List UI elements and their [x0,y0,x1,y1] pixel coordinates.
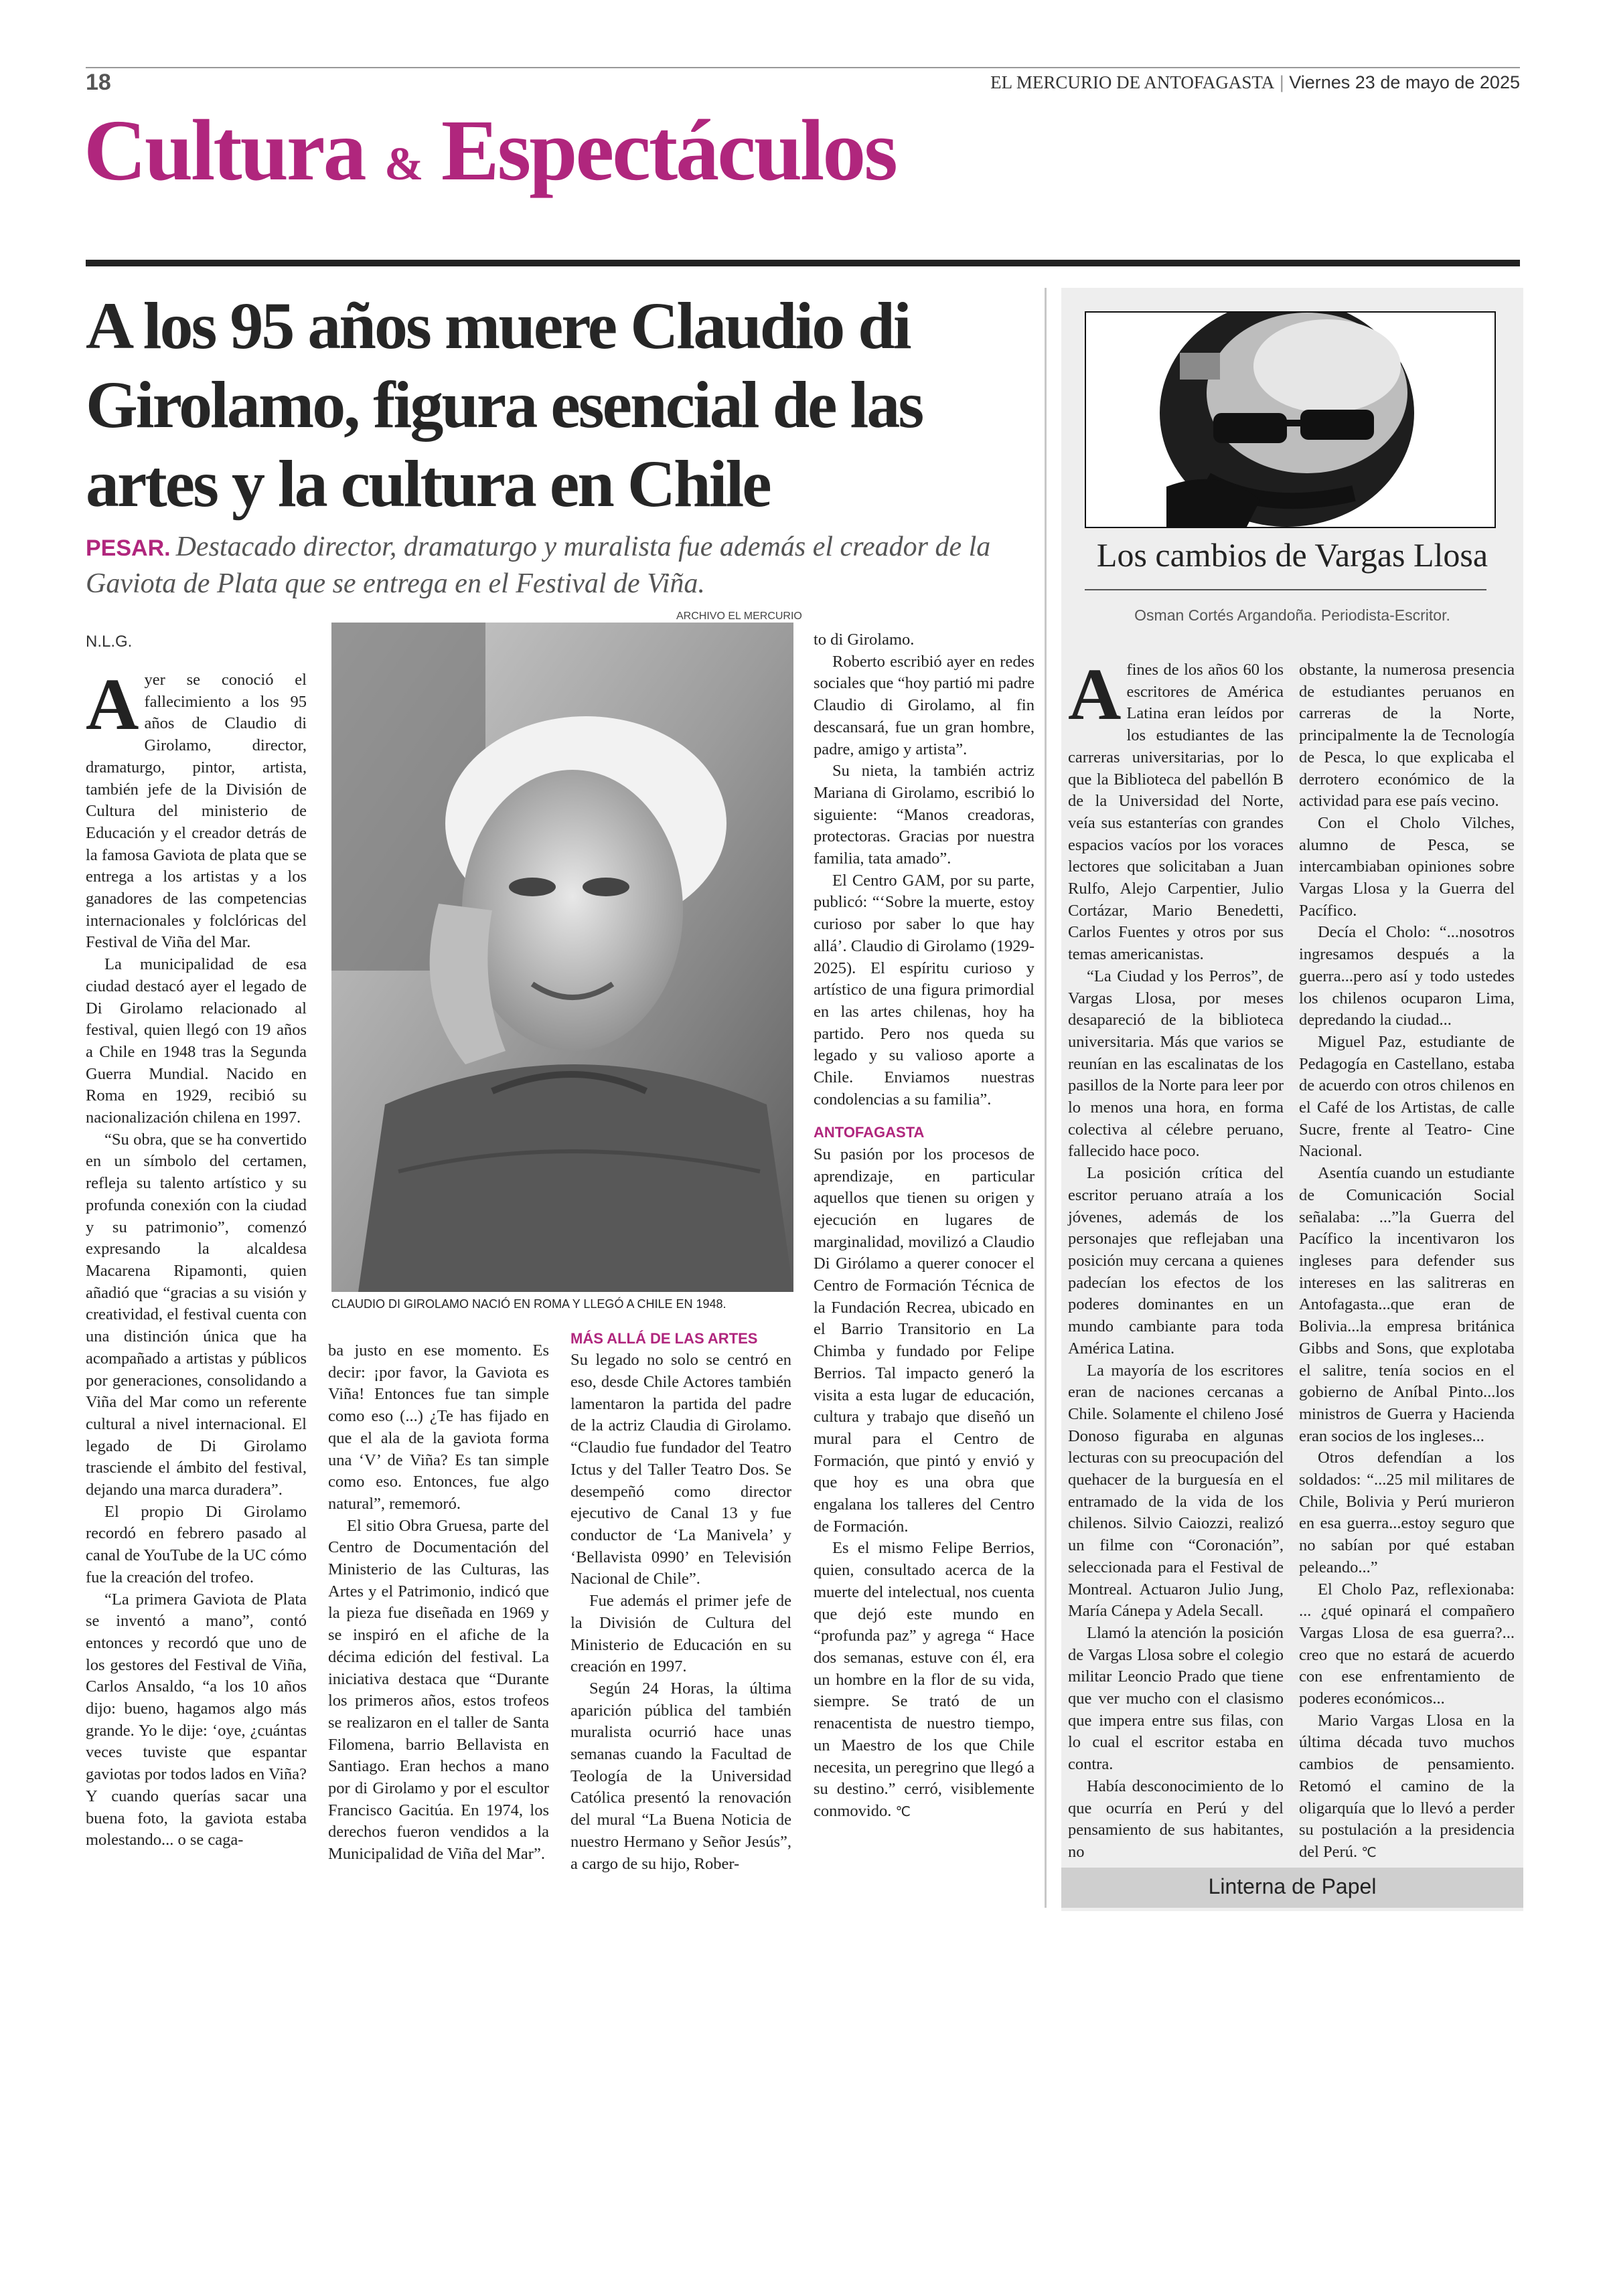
paragraph: Roberto escribió ayer en redes sociales que “hoy partió mi padre Claudio di Girolamo, al fin descansará, fue un gran hombre, padre, amigo y artista”. [814,652,1035,758]
paragraph-text: Mario Vargas Llosa en la última década tuvo muchos cambios de pensamiento. Retomó el camino de la oligarquía que lo llevó a perder su postulación a la presidencia del Perú. [1299,1711,1515,1861]
subsection-title: MÁS ALLÁ DE LAS ARTES [570,1330,758,1347]
section-name-1: Cultura [84,102,365,199]
section-rule [86,260,1520,266]
paragraph: El Centro GAM, por su parte, publicó: “‘Sobre la muerte, estoy curioso por saber lo que hay allá’. Claudio di Girolamo (1929-2025). El espíritu curioso y artístico de una figura primordial en las artes chilenas, hoy ha partido. Pero nos queda su legado y su valioso aporte a Chile. Enviamos nuestras condolencias a su familia”. [814,871,1035,1109]
issue-date: Viernes 23 de mayo de 2025 [1289,72,1520,92]
end-mark-icon: ℃ [895,1803,911,1819]
columnist-illustration [1085,311,1496,528]
header-rule [86,67,1520,68]
paragraph: La posición crítica del escritor peruano atraía a los jóvenes, además de los personajes que reflejaban una posición muy cercana a quienes padecían los efectos de los poderes dominantes en un mundo cambiante para toda América Latina. [1068,1164,1284,1358]
paragraph-text: Es el mismo Felipe Berrios, quien, consultado acerca de la muerte del intelectual, nos cuenta que dejó este mundo en “profunda paz” y agrega “ Hace dos semanas, estuve con él, era un hombre en la flor de su vida, siempre. Se trató de un renacentista de nuestro tiempo, un Maestro de los que Chile necesita, un peregrino que llegó a su destino.” cerró, visiblemente conmovido. [814,1539,1035,1820]
section-name-2: Espectáculos [441,102,896,199]
paragraph: La mayoría de los escritores eran de naciones cercanas a Chile. Solamente el chileno José Donoso figuraba en algunas lecturas con su preocupación del quehacer de la burguesía en el entramado de la vida de los chilenos. Silvio Caiozzi, realizó un filme con “Coronación”, seleccionada para el Festival de Montreal. Actuaron Julio Jung, María Cánepa y Adela Secall. [1068,1361,1284,1621]
paragraph: Su nieta, la también actriz Mariana di Girolamo, escribió lo siguiente: “Manos creadoras, protectoras. Gracias por nuestra familia, tata amado”. [814,762,1035,868]
paragraph: Su legado no solo se centró en eso, desde Chile Actores también lamentaron la partida del padre de la actriz Claudia di Girolamo. “Claudio fue fundador del Teatro Ictus y del Taller Teatro Dos. Se desempeñó como director ejecutivo de Canal 13 y fue conductor de ‘La Manivela’ y ‘Bellavista 0990’ en Televisión Nacional de Chile”. [570,1351,791,1588]
opinion-author: Osman Cortés Argandoña. Periodista-Escritor. [1134,606,1450,624]
article-kicker: PESAR. [86,536,171,561]
paragraph: fines de los años 60 los escritores de América Latina eran leídos por los estudiantes de las carreras universitarias, por lo que la Biblioteca del pabellón B de la Universidad del Norte, veía sus estanterías con grandes espacios vacíos por los voraces lectores que solicitaban a Juan Rulfo, Alejo Carpentier, Julio Cortázar, Mario Benedetti, Carlos Fuentes y otros por sus temas americanistas. [1068,661,1284,964]
paragraph: Con el Cholo Vilches, alumno de Pesca, se intercambiaban opiniones sobre Vargas Llosa y la Guerra del Pacífico. [1299,813,1515,920]
paragraph: “La primera Gaviota de Plata se inventó a mano”, contó entonces y recordó que uno de los gestores del Festival de Viña, Carlos Ansaldo, “a los 10 años dijo: bueno, hagamos algo más grande. Yo le dije: ‘oye, ¿cuántas veces tuviste que espantar gaviotas por todos lados en Viña? Y cuando querías sacar una buena foto, la gaviota estaba molestando... o se caga- [86,1590,307,1850]
paragraph: Su pasión por los procesos de aprendizaje, en particular aquellos que tienen su origen y ejecución en lugares de marginalidad, movilizó a Claudio Di Girólamo a querer conocer el Centro de Formación Técnica de la Fundación Recrea, ubicado en el Barrio Transitorio en La Chimba y fundado por Felipe Berrios. Tal impacto generó la visita a esta lugar de educación, cultura y trabajo que diseñó un mural para el Centro de Formación, que pintó y envió y que hoy es una obra que engalana los talleres del Centro de Formación. [814,1145,1035,1536]
photo-credit: ARCHIVO EL MERCURIO [676,610,802,622]
paragraph: Asentía cuando un estudiante de Comunicación Social señalaba: ...”la Guerra del Pacífico la incentivaron los ingleses para defender sus intereses en las salitreras en Antofagasta...que eran de Bolivia...la empresa británica Gibbs and Sons, que explotaba el salitre, tenía socios en el gobierno de Aníbal Pinto...los ministros de Guerra y Hacienda eran socios de los ingleses... [1299,1164,1515,1445]
portrait-photo [331,623,793,1292]
paragraph: Fue además el primer jefe de la División de Cultura del Ministerio de Educación en su creación en 1997. [570,1592,791,1676]
article-column-4 [814,629,1035,1823]
paragraph: Decía el Cholo: “...nosotros ingresamos después a la guerra...pero así y todo ustedes los chilenos ocuparon Lima, depredando la ciudad... [1299,923,1515,1030]
paragraph: to di Girolamo. [814,631,915,649]
newspaper-name: EL MERCURIO DE ANTOFAGASTA [990,72,1275,92]
opinion-column-1 [1068,653,1284,1864]
article-column-1 [86,663,307,1852]
page-number: 18 [86,70,111,95]
paragraph: El Cholo Paz, reflexionaba: ... ¿qué opinará el compañero Vargas Llosa de esa guerra?... creo que no estará de acuerdo con ese enfrentamiento de poderes económicos... [1299,1580,1515,1708]
opinion-footer-label: Linterna de Papel [1208,1874,1377,1898]
paragraph: El sitio Obra Gruesa, parte del Centro de Documentación del Ministerio de las Culturas, las Artes y el Patrimonio, indicó que la pieza fue diseñada en 1969 y se inspiró en el afiche de la décima edición del festival. La iniciativa destaca que “Durante los primeros años, estos trofeos se realizaron en el taller de Santa Filomena, barrio Bellavista en Santiago. Eran hechos a mano por di Girolamo y por el escultor Francisco Gacitúa. En 1974, los derechos fueron vendidos a la Municipalidad de Viña del Mar”. [328,1516,549,1864]
paragraph: La municipalidad de esa ciudad destacó ayer el legado de Di Girolamo relacionado al festival, quien llegó con 19 años a Chile en 1948 tras la Segunda Guerra Mundial. Nacido en Roma en 1929, recibió su nacionalización chilena en 1997. [86,955,307,1127]
paragraph: Llamó la atención la posición de Vargas Llosa sobre el colegio militar Leoncio Prado que tiene que ver mucho con el clasismo que impera entre sus filas, con lo cual el escritor estaba en contra. [1068,1623,1284,1774]
section-title [84,102,896,199]
opinion-column-2 [1299,659,1515,1864]
article-column-3 [570,1329,791,1875]
paragraph: Miguel Paz, estudiante de Pedagogía en Castellano, estaba de acuerdo con otros chilenos en el Café de los Artistas, de calle Sucre, frente al Teatro- Cine Nacional. [1299,1032,1515,1161]
header-masthead: EL MERCURIO DE ANTOFAGASTA | Viernes 23 de mayo de 2025 [990,72,1520,92]
subsection-title: ANTOFAGASTA [814,1124,925,1141]
paragraph: Había desconocimiento de lo que ocurría en Perú y del pensamiento de sus habitantes, no [1068,1777,1284,1861]
paragraph: “Su obra, que se ha convertido en un símbolo del certamen, refleja su talento artístico y su profunda conexión con la ciudad y su patrimonio”, comenzó expresando la alcaldesa Macarena Ripamonti, quien añadió que “gracias a su visión y creatividad, el festival cuenta con una distinción única que ha acompañado a artistas y públicos por generaciones, consolidando a Viña del Mar como un referente cultural a nivel internacional. El legado de Di Girolamo trasciende el ámbito del festival, dejando una marca duradera”. [86,1130,307,1499]
paragraph: Otros defendían a los soldados: “...25 mil militares de Chile, Bolivia y Perú murieron en esa guerra...estoy seguro que no sabían por qué estaban peleando...” [1299,1449,1515,1576]
article-deck [86,529,1037,602]
paragraph: “La Ciudad y los Perros”, de Vargas Llosa, por meses desapareció de la biblioteca universitaria. Más que varios se reunían en las escalinatas de los pasillos de la Norte para leer por lo menos una hora, en forma colectiva al célebre peruano, fallecido hace poco. [1068,967,1284,1161]
paragraph: yer se conoció el fallecimiento a los 95 años de Claudio di Girolamo, director, dramaturgo, pintor, artista, también jefe de la División de Cultura del ministerio de Educación y el creador detrás de la famosa Gaviota de plata que se entrega a los artistas y a los ganadores de las competencias internacionales y folclóricas del Festival de Viña del Mar. [86,671,307,952]
end-mark-icon: ℃ [1361,1843,1377,1860]
paragraph: ba justo en ese momento. Es decir: ¡por favor, la Gaviota es Viña! Entonces fue tan simple como eso (...) ¿Te has fijado en que el ala de la gaviota forma una ‘V’ de Viña? Es tan simple como eso. Entonces, fue algo natural”, rememoró. [328,1341,549,1513]
paragraph [1299,1710,1515,1864]
drop-cap: A [86,663,139,745]
article-column-2 [328,1340,549,1866]
paragraph [814,1538,1035,1822]
paragraph: Según 24 Horas, la última aparición pública del también muralista ocurrió hace unas semanas cuando la Facultad de Teología de la Universidad Católica presentó la renovación del mural “La Buena Noticia de nuestro Hermano y Señor Jesús”, a cargo de su hijo, Rober- [570,1679,791,1873]
opinion-title: Los cambios de Vargas Llosa [1096,536,1488,574]
section-ampersand: & [384,139,422,190]
paragraph: El propio Di Girolamo recordó en febrero pasado al canal de YouTube de la UC cómo fue la creación del trofeo. [86,1502,307,1586]
paragraph: obstante, la numerosa presencia de estudiantes peruanos en carreras de la Norte, principalmente la de Tecnología de Pesca, lo que explicaba el derrotero económico de la actividad para ese país vecino. [1299,661,1515,811]
article-headline: A los 95 años muere Claudio di Girolamo, figura esencial de las artes y la cultura en Chile [86,289,923,521]
drop-cap: A [1068,653,1122,735]
article-byline: N.L.G. [86,633,133,651]
column-divider [1045,288,1047,1908]
photo-caption: CLAUDIO DI GIROLAMO NACIÓ EN ROMA Y LLEGÓ A CHILE EN 1948. [331,1297,726,1311]
deck-text: Destacado director, dramaturgo y muralista fue además el creador de la Gaviota de Plata que se entrega en el Festival de Viña. [86,531,991,599]
opinion-title-rule [1085,589,1486,590]
